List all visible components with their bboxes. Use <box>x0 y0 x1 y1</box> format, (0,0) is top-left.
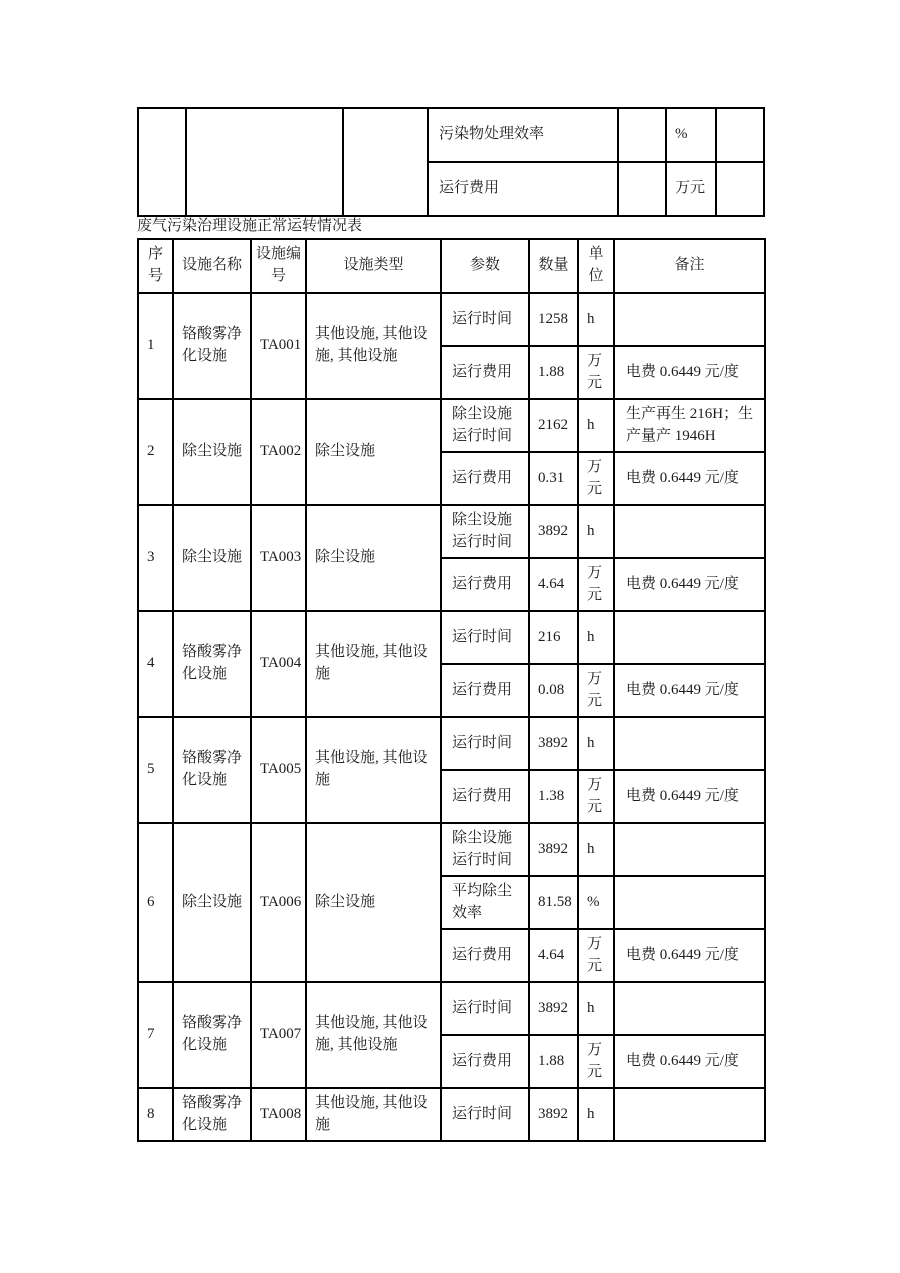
facility-type-cell: 其他设施, 其他设施 <box>306 611 441 717</box>
unit-cell: h <box>578 293 614 346</box>
remark-cell <box>716 108 764 162</box>
param-cell: 运行费用 <box>441 770 529 823</box>
unit-cell: 万元 <box>578 929 614 982</box>
facility-type-cell: 其他设施, 其他设施 <box>306 1088 441 1141</box>
facility-type-cell: 除尘设施 <box>306 399 441 505</box>
remark-cell <box>614 293 765 346</box>
param-cell: 运行时间 <box>441 293 529 346</box>
continuation-cell <box>138 108 186 216</box>
facility-name-cell: 铬酸雾净化设施 <box>173 293 251 399</box>
param-cell: 运行时间 <box>441 611 529 664</box>
section-title: 废气污染治理设施正常运转情况表 <box>137 218 363 234</box>
unit-cell: h <box>578 505 614 558</box>
unit-cell: 万元 <box>578 770 614 823</box>
unit-cell: h <box>578 982 614 1035</box>
row-no-cell: 4 <box>138 611 173 717</box>
remark-cell <box>614 982 765 1035</box>
unit-cell: 万元 <box>578 452 614 505</box>
facility-type-cell: 除尘设施 <box>306 823 441 982</box>
param-cell: 运行费用 <box>441 452 529 505</box>
header-name: 设施名称 <box>173 239 251 293</box>
remark-cell <box>614 876 765 929</box>
remark-cell <box>614 611 765 664</box>
facility-name-cell: 除尘设施 <box>173 823 251 982</box>
remark-cell <box>614 823 765 876</box>
facility-code-cell: TA004 <box>251 611 306 717</box>
param-cell: 运行费用 <box>441 346 529 399</box>
table-row <box>138 293 765 346</box>
param-cell: 污染物处理效率 <box>428 108 618 162</box>
facility-code-cell: TA001 <box>251 293 306 399</box>
facility-type-cell: 其他设施, 其他设施, 其他设施 <box>306 982 441 1088</box>
facility-type-cell: 其他设施, 其他设施, 其他设施 <box>306 293 441 399</box>
qty-cell: 3892 <box>529 505 578 558</box>
param-cell: 除尘设施运行时间 <box>441 399 529 452</box>
qty-cell: 2162 <box>529 399 578 452</box>
param-cell: 除尘设施运行时间 <box>441 823 529 876</box>
facility-name-cell: 除尘设施 <box>173 505 251 611</box>
qty-cell <box>618 108 666 162</box>
header-unit: 单位 <box>578 239 614 293</box>
qty-cell: 1258 <box>529 293 578 346</box>
facility-code-cell: TA002 <box>251 399 306 505</box>
param-cell: 运行费用 <box>441 664 529 717</box>
facility-name-cell: 铬酸雾净化设施 <box>173 717 251 823</box>
remark-cell: 电费 0.6449 元/度 <box>614 1035 765 1088</box>
unit-cell: 万元 <box>666 162 716 216</box>
facility-code-cell: TA003 <box>251 505 306 611</box>
unit-cell: 万元 <box>578 346 614 399</box>
continuation-cell <box>186 108 343 216</box>
table-row <box>138 717 765 770</box>
table-row <box>138 982 765 1035</box>
header-code: 设施编号 <box>251 239 306 293</box>
unit-cell: h <box>578 399 614 452</box>
row-no-cell: 1 <box>138 293 173 399</box>
header-param: 参数 <box>441 239 529 293</box>
qty-cell: 0.08 <box>529 664 578 717</box>
param-cell: 运行时间 <box>441 982 529 1035</box>
remark-cell: 生产再生 216H；生产量产 1946H <box>614 399 765 452</box>
continuation-table <box>137 107 765 217</box>
facility-code-cell: TA005 <box>251 717 306 823</box>
param-cell: 平均除尘效率 <box>441 876 529 929</box>
qty-cell: 3892 <box>529 823 578 876</box>
param-cell: 运行费用 <box>441 1035 529 1088</box>
row-no-cell: 3 <box>138 505 173 611</box>
qty-cell: 1.38 <box>529 770 578 823</box>
remark-cell <box>716 162 764 216</box>
row-no-cell: 6 <box>138 823 173 982</box>
remark-cell: 电费 0.6449 元/度 <box>614 452 765 505</box>
param-cell: 运行费用 <box>441 558 529 611</box>
remark-cell <box>614 505 765 558</box>
row-no-cell: 2 <box>138 399 173 505</box>
facility-name-cell: 除尘设施 <box>173 399 251 505</box>
unit-cell: 万元 <box>578 1035 614 1088</box>
table-row <box>138 1088 765 1141</box>
header-qty: 数量 <box>529 239 578 293</box>
remark-cell: 电费 0.6449 元/度 <box>614 929 765 982</box>
table-row <box>138 823 765 876</box>
param-cell: 运行费用 <box>428 162 618 216</box>
header-remark: 备注 <box>614 239 765 293</box>
unit-cell: 万元 <box>578 664 614 717</box>
qty-cell: 4.64 <box>529 558 578 611</box>
main-table <box>137 238 766 1142</box>
unit-cell: h <box>578 823 614 876</box>
remark-cell: 电费 0.6449 元/度 <box>614 558 765 611</box>
facility-code-cell: TA007 <box>251 982 306 1088</box>
row-no-cell: 8 <box>138 1088 173 1141</box>
unit-cell: 万元 <box>578 558 614 611</box>
facility-code-cell: TA006 <box>251 823 306 982</box>
header-type: 设施类型 <box>306 239 441 293</box>
qty-cell: 3892 <box>529 982 578 1035</box>
qty-cell: 81.58 <box>529 876 578 929</box>
unit-cell: h <box>578 611 614 664</box>
qty-cell: 216 <box>529 611 578 664</box>
facility-name-cell: 铬酸雾净化设施 <box>173 1088 251 1141</box>
qty-cell: 3892 <box>529 717 578 770</box>
param-cell: 除尘设施运行时间 <box>441 505 529 558</box>
facility-type-cell: 其他设施, 其他设施 <box>306 717 441 823</box>
param-cell: 运行时间 <box>441 717 529 770</box>
row-no-cell: 7 <box>138 982 173 1088</box>
remark-cell <box>614 1088 765 1141</box>
facility-type-cell: 除尘设施 <box>306 505 441 611</box>
facility-name-cell: 铬酸雾净化设施 <box>173 982 251 1088</box>
header-no: 序号 <box>138 239 173 293</box>
table-row <box>138 505 765 558</box>
qty-cell: 1.88 <box>529 1035 578 1088</box>
table-row <box>138 399 765 452</box>
unit-cell: % <box>578 876 614 929</box>
remark-cell: 电费 0.6449 元/度 <box>614 346 765 399</box>
row-no-cell: 5 <box>138 717 173 823</box>
table-row <box>138 611 765 664</box>
param-cell: 运行费用 <box>441 929 529 982</box>
qty-cell: 1.88 <box>529 346 578 399</box>
remark-cell: 电费 0.6449 元/度 <box>614 770 765 823</box>
qty-cell <box>618 162 666 216</box>
remark-cell <box>614 717 765 770</box>
table-row <box>138 108 764 162</box>
qty-cell: 3892 <box>529 1088 578 1141</box>
unit-cell: h <box>578 1088 614 1141</box>
facility-name-cell: 铬酸雾净化设施 <box>173 611 251 717</box>
remark-cell: 电费 0.6449 元/度 <box>614 664 765 717</box>
unit-cell: h <box>578 717 614 770</box>
qty-cell: 4.64 <box>529 929 578 982</box>
header-row <box>138 239 765 293</box>
qty-cell: 0.31 <box>529 452 578 505</box>
unit-cell: % <box>666 108 716 162</box>
facility-code-cell: TA008 <box>251 1088 306 1141</box>
continuation-cell <box>343 108 428 216</box>
param-cell: 运行时间 <box>441 1088 529 1141</box>
